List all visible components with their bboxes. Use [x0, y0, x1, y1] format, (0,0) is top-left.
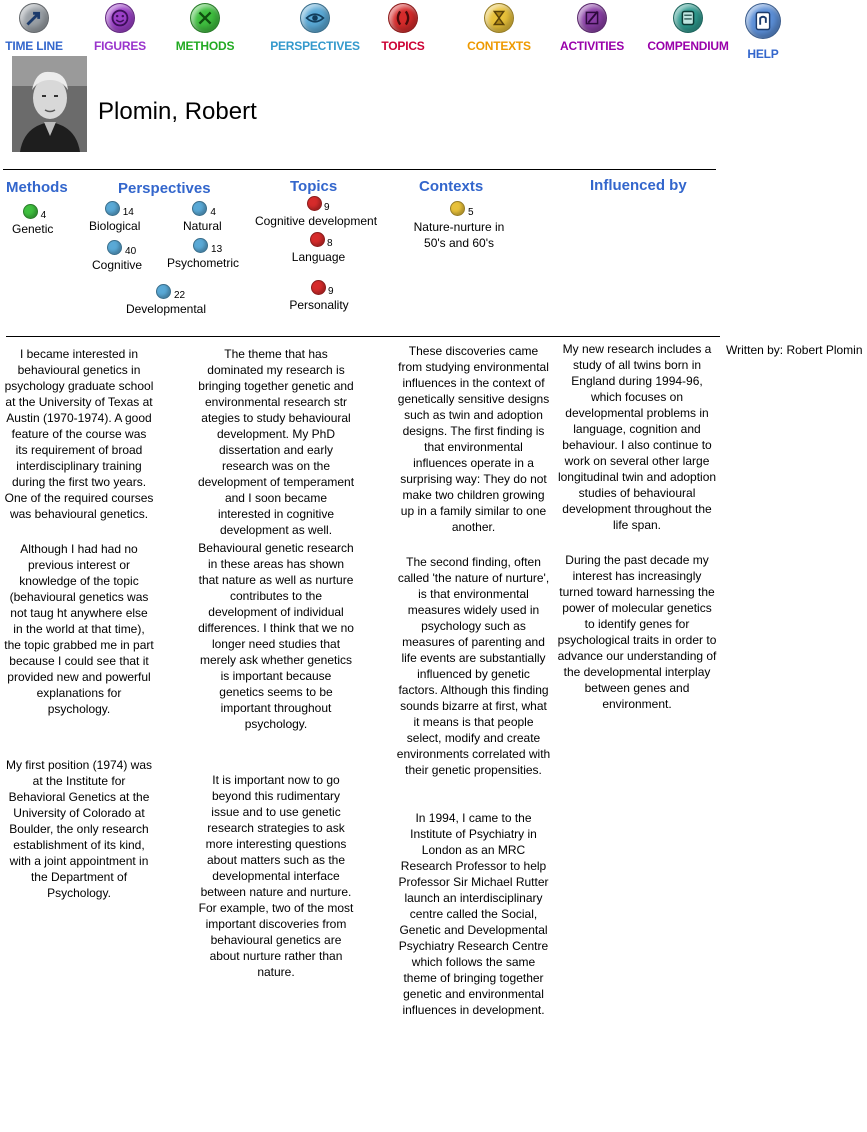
bio-paragraph: These discoveries came from studying environmental influences in the context of genetically sensitive designs such as twin and adoption designs. The first finding is that environmental influences operate in a surprising way: They do not make two children growing up in a family similar to one another. — [397, 344, 550, 534]
methods-icon — [23, 204, 38, 219]
perspective-count: 14 — [122, 207, 134, 218]
methods-label: Genetic — [12, 222, 54, 236]
bio-paragraph: Although I had had no previous interest or knowledge of the topic (behavioural genetics was not taug ht anywhere else in the world at that time), the topic grabbed me in part because I could see that it provided new and powerful explanations for psychology. — [4, 542, 154, 716]
nav-methods[interactable] — [175, 3, 235, 53]
perspective-count: 22 — [174, 290, 186, 301]
nav-help[interactable] — [741, 3, 785, 61]
topic-item-personality[interactable] — [288, 280, 350, 312]
methods-item-genetic[interactable] — [12, 204, 53, 236]
contexts-heading[interactable]: Contexts — [419, 178, 484, 195]
figures-icon — [105, 3, 135, 33]
perspective-label: Developmental — [125, 302, 207, 316]
bio-paragraph: In 1994, I came to the Institute of Psychiatry in London as an MRC Research Professor to help Professor Sir Michael Rutter launch an interdisciplinary centre called the Social, Genetic and Developmental Psychiatry Research Centre which follows the same theme of bringing together genetic and environmental influences in development. — [398, 811, 549, 1017]
nav-timeline[interactable] — [6, 3, 62, 53]
context-count: 5 — [468, 207, 474, 218]
activities-icon — [577, 3, 607, 33]
nav-figures-label: FIGURES — [94, 39, 146, 53]
influenced-by-heading[interactable]: Influenced by — [590, 177, 687, 194]
bio-paragraph: My first position (1974) was at the Institute for Behavioral Genetics at the University of Colorado at Boulder, the only research establishment of its kind, with a joint appointment in the Department of Psychology. — [5, 758, 153, 900]
topics-icon — [307, 196, 322, 211]
timeline-icon — [19, 3, 49, 33]
nav-contexts-label: CONTEXTS — [467, 39, 531, 53]
bio-paragraph: It is important now to go beyond this rudimentary issue and to use genetic research strategies to ask more interesting questions about matters such as the developmental interface between nature and nurture. For example, two of the most important discoveries from behavioural genetics are about nurture rather than nature. — [198, 773, 354, 979]
perspectives-icon — [300, 3, 330, 33]
topic-count: 9 — [324, 202, 330, 213]
perspectives-icon — [193, 238, 208, 253]
perspective-label: Natural — [183, 219, 222, 233]
topic-count: 9 — [328, 286, 334, 297]
topic-item-cognitive-development[interactable] — [253, 196, 379, 228]
nav-compendium-label: COMPENDIUM — [647, 39, 729, 53]
perspective-item-psychometric[interactable] — [167, 238, 239, 270]
perspectives-icon — [105, 201, 120, 216]
nav-topics-label: TOPICS — [381, 39, 425, 53]
topic-item-language[interactable] — [291, 232, 346, 264]
topics-icon — [311, 280, 326, 295]
topics-heading[interactable]: Topics — [290, 178, 338, 195]
nav-help-label: HELP — [747, 47, 779, 61]
topics-icon — [310, 232, 325, 247]
contexts-icon — [450, 201, 465, 216]
portrait-photo — [12, 56, 87, 152]
perspectives-heading[interactable]: Perspectives — [118, 180, 211, 197]
perspective-item-developmental[interactable] — [124, 284, 208, 316]
bio-paragraph: My new research includes a study of all twins born in England during 1994-96, which focuses on developmental problems in language, cognition and behaviour. I also continue to work on several other large longitudinal twin and adoption studies of behavioural development throughout the life span. — [557, 342, 717, 532]
topic-label: Cognitive development — [254, 214, 378, 228]
perspective-label: Biological — [89, 219, 141, 233]
context-label: Nature-nurture in 50's and 60's — [413, 220, 505, 250]
nav-compendium[interactable] — [647, 3, 729, 53]
topic-label: Language — [291, 250, 346, 264]
bio-paragraph: Behavioural genetic research in these areas has shown that nature as well as nurture contributes to the development of individual differences. I think that we no longer need studies that merely ask whether genetics is important because genetics seems to be important throughout psychology. — [198, 541, 354, 731]
nav-methods-label: METHODS — [175, 39, 235, 53]
context-item-nature-nurture[interactable] — [409, 201, 509, 251]
perspective-label: Cognitive — [92, 258, 143, 272]
bio-column-4 — [557, 341, 717, 731]
perspective-item-natural[interactable] — [183, 201, 222, 233]
nav-topics[interactable] — [380, 3, 426, 53]
bio-paragraph: The second finding, often called 'the nature of nurture', is that environmental measures widely used in psychology such as measures of parenting and life events are substantially influenced by genetic factors. Although this finding sounds bizarre at first, what it means is that people select, modify and create environments correlated with their genetic propensities. — [396, 555, 551, 777]
topic-count: 8 — [327, 238, 333, 249]
bio-column-2 — [197, 346, 355, 999]
compendium-icon — [673, 3, 703, 33]
nav-activities[interactable] — [561, 3, 623, 53]
perspective-label: Psychometric — [167, 256, 240, 270]
perspectives-icon — [107, 240, 122, 255]
nav-figures[interactable] — [93, 3, 147, 53]
nav-perspectives-label: PERSPECTIVES — [270, 39, 360, 53]
perspective-count: 40 — [125, 246, 137, 257]
nav-perspectives[interactable] — [272, 3, 358, 53]
bio-paragraph: The theme that has dominated my research is bringing together genetic and environmental research str ategies to study behavioural development. My PhD dissertation and early research was on the development of temperament and I soon became interested in cognitive development as well. — [197, 347, 355, 537]
bio-column-3 — [396, 343, 551, 1037]
topic-label: Personality — [289, 298, 349, 312]
contexts-icon — [484, 3, 514, 33]
bio-column-1 — [4, 346, 154, 920]
perspectives-icon — [156, 284, 171, 299]
written-by: Written by: Robert Plomin — [726, 343, 863, 357]
methods-count: 4 — [40, 210, 47, 221]
perspective-item-biological[interactable] — [89, 201, 140, 233]
perspective-count: 4 — [210, 207, 216, 218]
topics-icon — [388, 3, 418, 33]
perspectives-icon — [192, 201, 207, 216]
perspective-item-cognitive[interactable] — [92, 240, 142, 272]
sections-divider — [6, 336, 720, 337]
perspective-count: 13 — [211, 244, 223, 255]
header-divider — [3, 169, 716, 170]
nav-contexts[interactable] — [468, 3, 530, 53]
nav-activities-label: ACTIVITIES — [560, 39, 625, 53]
bio-paragraph: I became interested in behavioural genetics in psychology graduate school at the University of Texas at Austin (1970-1974). A good feature of the course was its requirement of broad interdisciplinary training during the first two years. One of the required courses was behavioural genetics. — [4, 347, 154, 521]
nav-timeline-label: TIME LINE — [5, 39, 63, 53]
help-icon — [745, 3, 781, 39]
methods-icon — [190, 3, 220, 33]
bio-paragraph: During the past decade my interest has increasingly turned toward harnessing the power of molecular genetics to identify genes for psychological traits in order to advance our understanding of the developmental interplay between genes and environment. — [557, 553, 717, 711]
page-title: Plomin, Robert — [98, 98, 257, 125]
methods-heading[interactable]: Methods — [6, 179, 68, 196]
